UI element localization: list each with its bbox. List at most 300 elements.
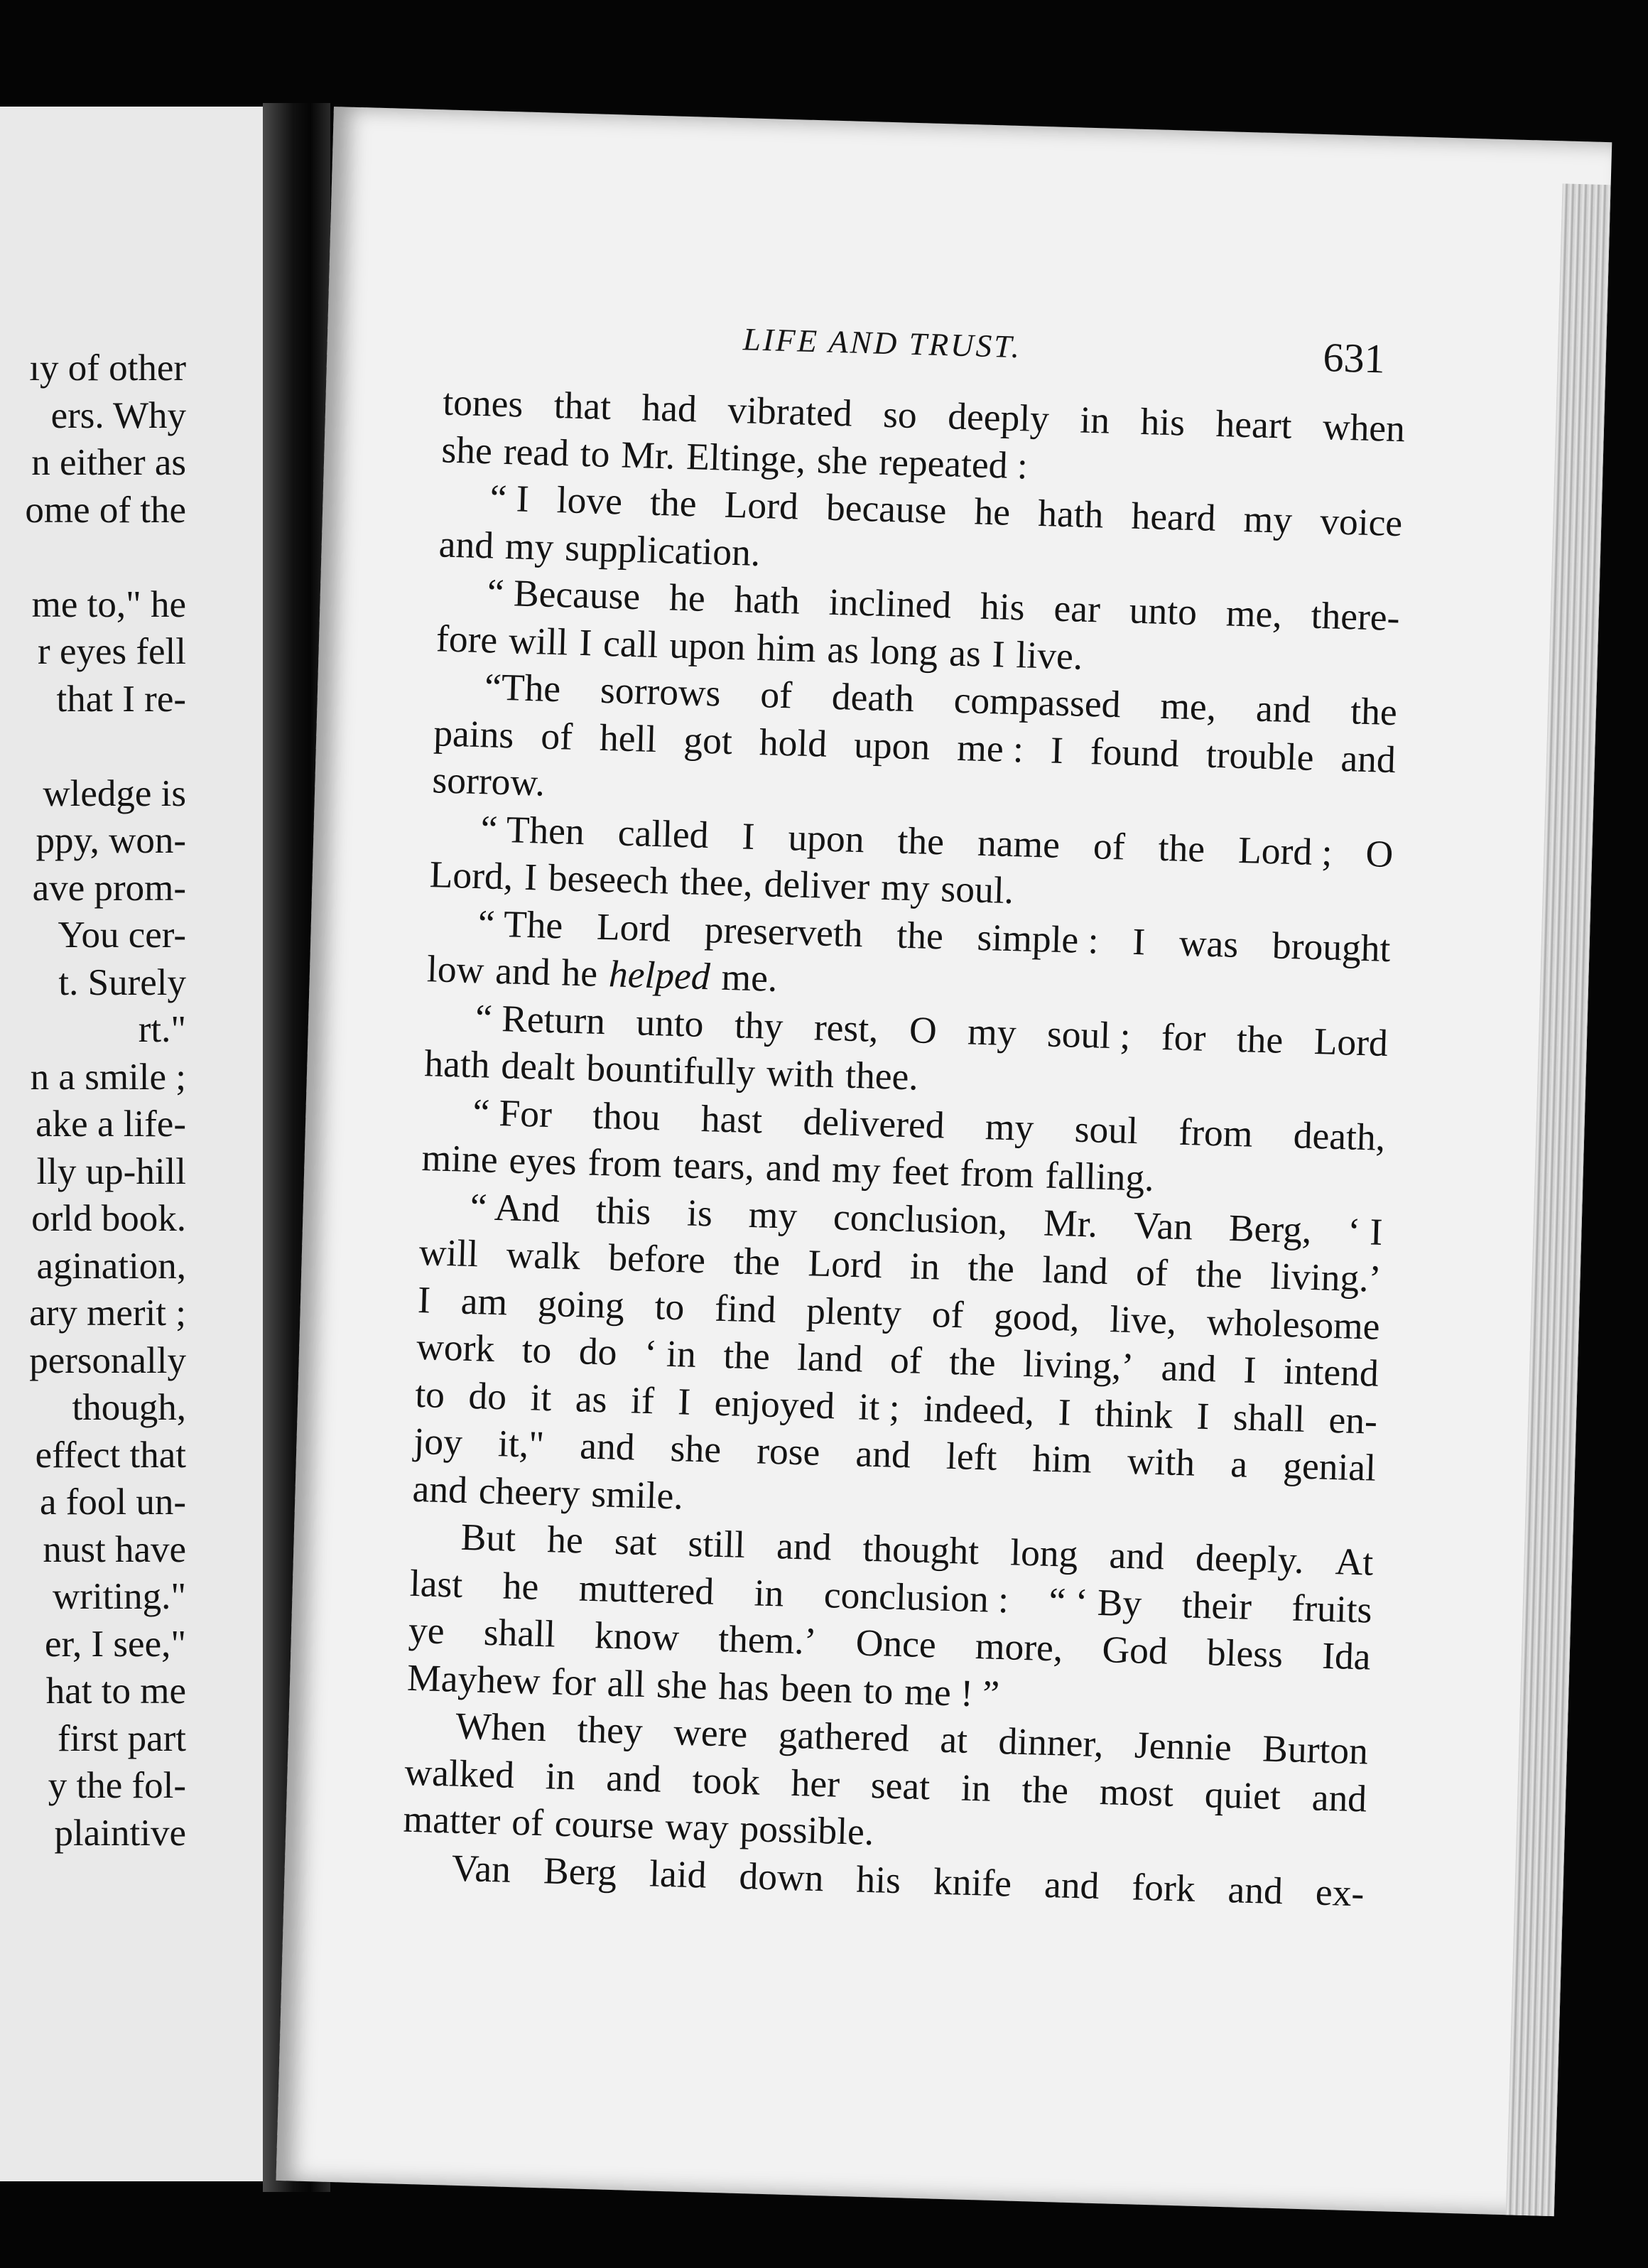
word: I bbox=[1196, 1394, 1210, 1437]
word: there- bbox=[1310, 593, 1401, 639]
word: “ The bbox=[477, 901, 564, 946]
word: land bbox=[796, 1335, 864, 1381]
word: and bbox=[494, 949, 551, 993]
facing-page-line: that I re- bbox=[56, 678, 186, 720]
facing-page-line: a fool un- bbox=[39, 1481, 186, 1523]
word: Mayhew bbox=[406, 1656, 541, 1702]
word: good, bbox=[993, 1294, 1080, 1339]
word: hell bbox=[599, 716, 658, 760]
word: voice bbox=[1319, 500, 1404, 545]
word: the bbox=[649, 480, 698, 525]
word: feet bbox=[891, 1149, 950, 1194]
word: plenty bbox=[806, 1288, 902, 1334]
facing-page-line: er, I see," bbox=[44, 1623, 186, 1665]
word: “ And bbox=[470, 1184, 560, 1230]
word: fore bbox=[435, 616, 499, 662]
word: unto bbox=[635, 1000, 705, 1045]
word: Lord ; bbox=[1237, 828, 1333, 874]
facing-page-text bbox=[0, 345, 186, 1857]
word: helped bbox=[608, 952, 711, 998]
facing-page-line: y the fol- bbox=[48, 1765, 186, 1806]
word: in bbox=[960, 1766, 992, 1810]
word: the bbox=[732, 1239, 781, 1284]
word: walk bbox=[506, 1233, 581, 1278]
facing-page-line: agination, bbox=[36, 1245, 186, 1287]
word: when bbox=[1322, 405, 1406, 450]
word: my bbox=[504, 524, 555, 568]
word: Lord bbox=[724, 482, 799, 528]
word: ‘ I bbox=[1347, 1209, 1384, 1253]
word: the bbox=[948, 1339, 997, 1384]
word: work bbox=[416, 1324, 496, 1370]
word: she bbox=[669, 1426, 722, 1471]
word: is bbox=[686, 1191, 713, 1234]
word: my bbox=[1242, 497, 1293, 541]
word: as bbox=[575, 1376, 608, 1420]
word: it," bbox=[497, 1422, 545, 1466]
facing-page-line: t. Surely bbox=[58, 961, 186, 1003]
word: me ! ” bbox=[904, 1669, 1000, 1715]
word: in bbox=[545, 1754, 576, 1798]
word: were bbox=[673, 1710, 749, 1756]
word: “ Because bbox=[487, 571, 641, 618]
word: they bbox=[576, 1707, 644, 1753]
word: Berg, bbox=[1228, 1206, 1313, 1251]
word: soul bbox=[1074, 1107, 1139, 1152]
facing-page-line: ake a life- bbox=[36, 1103, 186, 1145]
word: for bbox=[1161, 1015, 1207, 1059]
word: because bbox=[825, 485, 948, 532]
word: dinner, bbox=[997, 1719, 1105, 1766]
word: cheery bbox=[478, 1468, 581, 1514]
facing-page-line: orld book. bbox=[31, 1198, 186, 1239]
word: she bbox=[440, 427, 493, 472]
word: heart bbox=[1215, 401, 1293, 447]
word: me, bbox=[1159, 684, 1218, 729]
word: vibrated bbox=[727, 388, 853, 435]
word: soul ; bbox=[1046, 1012, 1132, 1057]
word: death bbox=[831, 674, 915, 720]
word: their bbox=[1181, 1582, 1252, 1628]
word: before bbox=[607, 1236, 706, 1282]
word: Berg bbox=[543, 1848, 617, 1894]
word: indeed, bbox=[923, 1386, 1035, 1432]
word: unto bbox=[1129, 588, 1198, 634]
word: deeply. bbox=[1195, 1535, 1305, 1582]
word: from bbox=[587, 1140, 663, 1186]
word: I bbox=[1242, 1348, 1257, 1391]
word: he bbox=[973, 490, 1011, 534]
facing-page-line: personally bbox=[29, 1339, 186, 1381]
word: inclined bbox=[828, 580, 953, 627]
word: heard bbox=[1130, 494, 1217, 539]
facing-page-line: rt." bbox=[138, 1009, 186, 1050]
word: genial bbox=[1282, 1444, 1377, 1489]
word: I bbox=[1050, 728, 1064, 772]
word: I bbox=[1057, 1390, 1072, 1434]
word: ear bbox=[1053, 586, 1101, 631]
facing-page-line: You cer- bbox=[58, 914, 186, 956]
word: from bbox=[1178, 1110, 1254, 1155]
word: called bbox=[617, 811, 710, 856]
word: had bbox=[641, 386, 698, 431]
word: supplication. bbox=[564, 525, 761, 574]
running-head: LIFE AND TRUST. bbox=[742, 321, 1022, 365]
word: beseech bbox=[548, 855, 670, 902]
word: do bbox=[578, 1329, 618, 1373]
word: my bbox=[748, 1192, 798, 1237]
word: dealt bbox=[500, 1044, 576, 1089]
paragraph bbox=[403, 1701, 1369, 1869]
word: land bbox=[1041, 1248, 1109, 1293]
word: me. bbox=[720, 955, 779, 1000]
word: rose bbox=[756, 1429, 821, 1474]
word: his bbox=[980, 584, 1026, 629]
word: of bbox=[1093, 824, 1126, 868]
word: repeated : bbox=[878, 440, 1029, 487]
page-631 bbox=[276, 107, 1612, 2216]
word: quiet bbox=[1204, 1772, 1281, 1818]
word: Lord, bbox=[429, 853, 514, 898]
facing-page-line bbox=[0, 723, 186, 770]
word: hath bbox=[423, 1042, 491, 1086]
word: enjoyed bbox=[713, 1381, 835, 1427]
word: think bbox=[1094, 1391, 1173, 1437]
word: took bbox=[691, 1758, 761, 1803]
word: from bbox=[959, 1151, 1035, 1197]
word: falling. bbox=[1044, 1153, 1155, 1199]
word: Lord bbox=[807, 1241, 883, 1287]
word: got bbox=[683, 718, 733, 762]
word: as bbox=[948, 630, 982, 675]
facing-page-line: ome of the bbox=[25, 489, 186, 531]
word: if bbox=[630, 1378, 655, 1422]
word: Eltinge, bbox=[685, 434, 806, 481]
word: it ; bbox=[857, 1384, 901, 1429]
word: preserveth bbox=[704, 907, 864, 955]
word: thee, bbox=[679, 860, 754, 904]
word: I bbox=[677, 1379, 692, 1423]
word: sorrow. bbox=[431, 758, 546, 804]
word: that bbox=[553, 383, 612, 428]
word: the bbox=[1195, 1252, 1243, 1297]
word: upon bbox=[787, 815, 865, 860]
word: Van bbox=[1133, 1203, 1193, 1248]
word: upon bbox=[668, 622, 747, 668]
word: living,’ bbox=[1022, 1341, 1135, 1388]
word: hath bbox=[733, 578, 801, 622]
word: of bbox=[511, 1800, 544, 1845]
word: fruits bbox=[1291, 1585, 1373, 1631]
word: ex- bbox=[1315, 1870, 1365, 1914]
word: Once bbox=[855, 1621, 937, 1666]
word: name bbox=[977, 821, 1061, 866]
word: in bbox=[909, 1244, 940, 1288]
word: my bbox=[967, 1009, 1017, 1054]
word: most bbox=[1099, 1769, 1174, 1815]
word: thou bbox=[592, 1094, 661, 1138]
word: “ Return bbox=[475, 995, 606, 1042]
word: will bbox=[418, 1230, 479, 1275]
word: at bbox=[939, 1717, 968, 1761]
word: and bbox=[1340, 736, 1397, 781]
word: live, bbox=[1109, 1297, 1177, 1342]
word: to bbox=[521, 1328, 553, 1372]
word: his bbox=[855, 1857, 901, 1901]
word: of bbox=[759, 673, 793, 717]
word: this bbox=[595, 1188, 652, 1233]
word: and bbox=[1160, 1346, 1217, 1390]
word: laid bbox=[649, 1851, 708, 1896]
word: deliver bbox=[763, 862, 871, 908]
word: “ Then bbox=[479, 806, 585, 853]
word: he bbox=[668, 576, 706, 620]
word: wholesome bbox=[1206, 1300, 1381, 1348]
word: Lord bbox=[1313, 1019, 1389, 1064]
word: and bbox=[765, 1145, 822, 1190]
word: to bbox=[862, 1668, 894, 1712]
facing-page-line: first part bbox=[57, 1717, 186, 1759]
word: to bbox=[654, 1284, 685, 1328]
facing-page-line: nust have bbox=[43, 1528, 186, 1570]
word: possible. bbox=[739, 1806, 875, 1854]
word: ye bbox=[408, 1608, 445, 1653]
word: the bbox=[967, 1246, 1015, 1290]
paragraph bbox=[406, 1512, 1374, 1728]
word: conclusion, bbox=[833, 1194, 1009, 1243]
word: God bbox=[1101, 1628, 1169, 1673]
word: my bbox=[880, 865, 931, 909]
word: to bbox=[414, 1372, 445, 1416]
word: living.’ bbox=[1269, 1254, 1382, 1300]
facing-page-line: though, bbox=[72, 1387, 186, 1428]
word: my bbox=[985, 1104, 1035, 1149]
word: and bbox=[776, 1524, 833, 1569]
word: she bbox=[656, 1663, 708, 1707]
word: I bbox=[578, 620, 593, 664]
word: simple : bbox=[976, 915, 1100, 962]
word: thee. bbox=[845, 1053, 919, 1098]
word: I bbox=[741, 814, 756, 858]
word: ‘ in bbox=[644, 1331, 697, 1376]
word: O bbox=[909, 1008, 938, 1052]
word: pains bbox=[433, 711, 515, 756]
page-number: 631 bbox=[1322, 334, 1386, 382]
word: with bbox=[766, 1051, 835, 1096]
word: deeply bbox=[947, 394, 1050, 441]
word: bless bbox=[1206, 1631, 1284, 1676]
word: Van bbox=[451, 1846, 511, 1891]
word: and bbox=[579, 1424, 636, 1469]
word: call bbox=[602, 621, 659, 666]
word: sat bbox=[614, 1519, 658, 1564]
page-body-text bbox=[401, 378, 1406, 1916]
word: will bbox=[508, 618, 569, 663]
word: smile. bbox=[590, 1472, 684, 1517]
word: long bbox=[869, 628, 939, 674]
word: am bbox=[460, 1279, 509, 1323]
facing-page-line: n a smile ; bbox=[30, 1056, 186, 1098]
word: brought bbox=[1272, 923, 1392, 970]
word: it bbox=[529, 1375, 553, 1419]
word: do bbox=[467, 1373, 507, 1418]
word: tones bbox=[442, 380, 524, 426]
word: Ida bbox=[1321, 1634, 1372, 1678]
word: and bbox=[1227, 1867, 1284, 1912]
word: shall bbox=[1232, 1395, 1306, 1440]
word: all bbox=[606, 1661, 646, 1705]
facing-page-line: effect that bbox=[35, 1434, 186, 1476]
word: he bbox=[560, 951, 598, 995]
word: and bbox=[438, 522, 494, 567]
word: thought bbox=[862, 1526, 980, 1573]
word: thy bbox=[734, 1003, 784, 1047]
word: the bbox=[896, 913, 944, 957]
word: When bbox=[455, 1704, 547, 1750]
facing-page-line: me to," he bbox=[31, 583, 186, 625]
facing-page-line: plaintive bbox=[54, 1812, 186, 1854]
word: love bbox=[556, 477, 623, 523]
word: I bbox=[417, 1278, 431, 1321]
word: been bbox=[780, 1665, 853, 1711]
word: with bbox=[1127, 1439, 1196, 1484]
word: in bbox=[753, 1570, 785, 1614]
word: mine bbox=[421, 1136, 499, 1182]
word: me, bbox=[1225, 591, 1283, 636]
facing-page-line: ppy, won- bbox=[36, 820, 186, 861]
word: has bbox=[717, 1664, 770, 1709]
word: knife bbox=[933, 1859, 1012, 1905]
word: Jennie bbox=[1134, 1723, 1232, 1769]
facing-page-line: hat to me bbox=[45, 1670, 186, 1712]
word: left bbox=[945, 1434, 998, 1479]
word: in bbox=[1079, 398, 1110, 442]
paragraph bbox=[412, 1182, 1383, 1539]
word: upon bbox=[853, 723, 931, 768]
word: me : bbox=[956, 725, 1024, 770]
word: more, bbox=[975, 1624, 1064, 1670]
word: At bbox=[1334, 1540, 1375, 1584]
paragraph bbox=[432, 662, 1398, 830]
word: “The bbox=[484, 665, 562, 711]
word: “ ‘ By bbox=[1048, 1579, 1143, 1625]
word: to bbox=[580, 431, 611, 475]
word: and bbox=[1043, 1862, 1100, 1907]
facing-page-line: r eyes fell bbox=[38, 631, 186, 672]
word: and bbox=[1255, 686, 1312, 731]
word: found bbox=[1090, 729, 1180, 775]
word: I bbox=[524, 855, 538, 899]
word: last bbox=[409, 1561, 464, 1606]
word: tears, bbox=[672, 1143, 755, 1189]
word: find bbox=[714, 1286, 777, 1331]
word: Mr. bbox=[1043, 1201, 1098, 1246]
page-edges bbox=[1506, 183, 1611, 2216]
facing-page-line: n either as bbox=[31, 442, 186, 483]
word: as bbox=[826, 627, 860, 671]
word: and bbox=[1108, 1533, 1165, 1578]
word: intend bbox=[1283, 1349, 1379, 1395]
word: muttered bbox=[578, 1565, 715, 1613]
word: Mr. bbox=[620, 432, 676, 477]
facing-page-line: ave prom- bbox=[32, 867, 186, 909]
word: long bbox=[1009, 1530, 1079, 1576]
word: them.’ bbox=[717, 1616, 818, 1663]
word: him bbox=[1031, 1437, 1093, 1481]
word: of bbox=[931, 1292, 965, 1336]
word: low bbox=[426, 947, 485, 992]
word: his bbox=[1139, 399, 1186, 444]
word: she bbox=[816, 438, 869, 482]
word: of bbox=[540, 713, 573, 758]
word: bountifully bbox=[585, 1046, 757, 1094]
word: Lord bbox=[596, 904, 671, 950]
facing-page-line: ary merit ; bbox=[29, 1292, 186, 1334]
word: hath bbox=[1037, 491, 1105, 536]
word: sorrows bbox=[600, 668, 722, 715]
facing-page-line: ıy of other bbox=[29, 347, 186, 389]
word: of bbox=[889, 1338, 923, 1382]
word: so bbox=[882, 392, 918, 437]
word: her bbox=[790, 1761, 840, 1805]
word: going bbox=[537, 1281, 625, 1327]
word: course bbox=[554, 1801, 655, 1847]
word: fork bbox=[1131, 1864, 1196, 1910]
word: and bbox=[1311, 1775, 1367, 1820]
word: Burton bbox=[1262, 1727, 1369, 1773]
word: “ For bbox=[472, 1090, 553, 1135]
word: still bbox=[687, 1521, 746, 1566]
word: of bbox=[1135, 1251, 1169, 1295]
facing-page-line: wledge is bbox=[43, 772, 186, 814]
word: and bbox=[855, 1432, 911, 1476]
word: en- bbox=[1328, 1398, 1378, 1442]
word: the bbox=[1021, 1767, 1069, 1812]
word: gathered bbox=[777, 1713, 910, 1760]
word: soul. bbox=[940, 867, 1014, 912]
word: trouble bbox=[1205, 733, 1315, 779]
word: hold bbox=[759, 720, 828, 765]
word: the bbox=[1157, 826, 1205, 870]
word: joy bbox=[413, 1419, 463, 1464]
word: walked bbox=[403, 1750, 515, 1796]
facing-page-line: ers. Why bbox=[50, 394, 186, 436]
word: the bbox=[896, 819, 945, 863]
word: down bbox=[738, 1854, 825, 1899]
word: shall bbox=[483, 1610, 556, 1656]
facing-page-line bbox=[0, 534, 186, 581]
word: I bbox=[991, 632, 1006, 676]
facing-page-line: writing." bbox=[53, 1576, 186, 1617]
word: way bbox=[664, 1804, 730, 1850]
word: the bbox=[1236, 1017, 1284, 1062]
word: the bbox=[1350, 689, 1398, 734]
word: O bbox=[1365, 831, 1394, 875]
word: live. bbox=[1015, 632, 1084, 678]
word: seat bbox=[870, 1763, 931, 1808]
word: a bbox=[1230, 1442, 1248, 1486]
word: for bbox=[551, 1659, 597, 1704]
word: the bbox=[722, 1334, 771, 1378]
word: him bbox=[756, 625, 817, 670]
word: delivered bbox=[802, 1099, 945, 1147]
word: hast bbox=[700, 1096, 763, 1141]
word: death, bbox=[1293, 1113, 1386, 1159]
word: was bbox=[1178, 921, 1240, 966]
word: matter bbox=[402, 1797, 502, 1843]
word: But bbox=[460, 1515, 516, 1560]
word: rest, bbox=[813, 1005, 879, 1050]
